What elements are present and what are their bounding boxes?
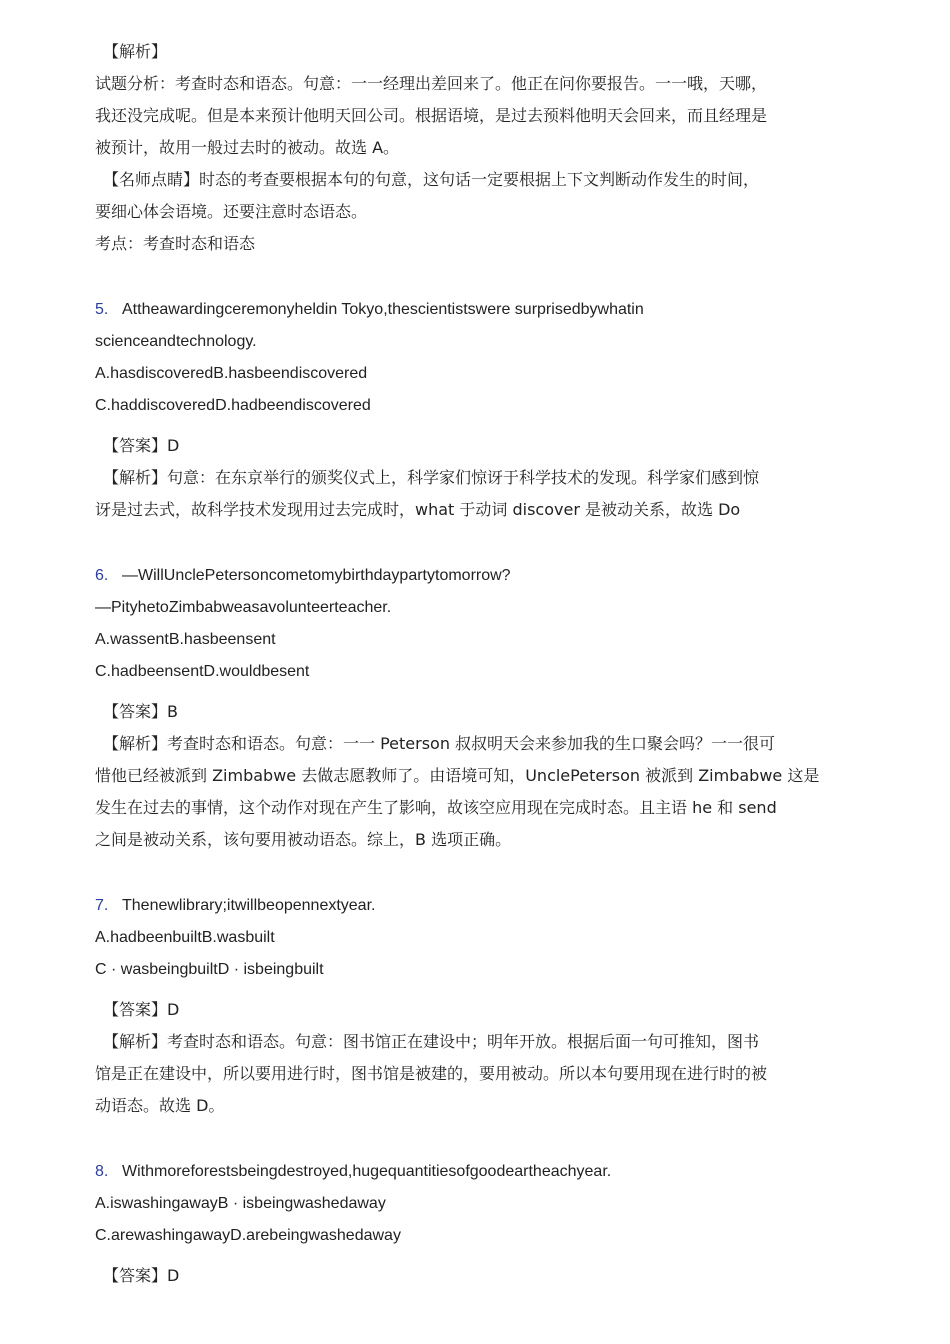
- teacher-tip-line: 【名师点睛】时态的考查要根据本句的句意，这句话一定要根据上下文判断动作发生的时间，: [103, 170, 760, 189]
- analysis-line: 试题分析：考查时态和语态。句意：一一经理出差回来了。他正在问你要报告。一一哦，天哪，: [95, 74, 768, 93]
- analysis-line: 之间是被动关系，该句要用被动语态。综上，B 选项正确。: [95, 830, 512, 849]
- question-number: 6.: [95, 567, 109, 584]
- question-5: [95, 294, 860, 526]
- question-number: 8.: [95, 1163, 109, 1180]
- analysis-line: 馆是正在建设中，所以要用进行时，图书馆是被建的，要用被动。所以本句要用现在进行时的被: [95, 1064, 768, 1083]
- analysis-line: 【解析】考查时态和语态。句意：图书馆正在建设中；明年开放。根据后面一句可推知，图书: [103, 1032, 760, 1051]
- question-text: Withmoreforestsbeingdestroyed,hugequantitiesofgoodeartheachyear.: [122, 1163, 612, 1180]
- question-text: —WillUnclePetersoncometomybirthdaypartytomorrow?: [122, 567, 511, 584]
- analysis-line: 【解析】考查时态和语态。句意：一一 Peterson 叔叔明天会来参加我的生口聚会吗？一一很可: [103, 734, 776, 753]
- options-line: A.hasdiscoveredB.hasbeendiscovered: [95, 365, 368, 382]
- teacher-tip-line: 要细心体会语境。还要注意时态语态。: [95, 202, 368, 221]
- analysis-line: 【解析】句意：在东京举行的颁奖仪式上，科学家们惊讶于科学技术的发现。科学家们感到惊: [103, 468, 760, 487]
- answer-line: 【答案】D: [103, 436, 180, 455]
- options-line: A.iswashingawayB · isbeingwashedaway: [95, 1195, 386, 1212]
- intro-analysis-block: [95, 36, 860, 260]
- options-line: C · wasbeingbuiltD · isbeingbuilt: [95, 961, 324, 978]
- analysis-line: 讶是过去式，故科学技术发现用过去完成时，what 于动词 discover 是被动关系，故选 Do: [95, 500, 741, 519]
- answer-line: 【答案】D: [103, 1000, 180, 1019]
- analysis-line: 我还没完成呢。但是本来预计他明天回公司。根据语境，是过去预料他明天会回来，而且经理是: [95, 106, 768, 125]
- options-line: C.arewashingawayD.arebeingwashedaway: [95, 1227, 401, 1244]
- question-text: Thenewlibrary;itwillbeopennextyear.: [122, 897, 376, 914]
- options-line: C.hadbeensentD.wouldbesent: [95, 663, 310, 680]
- question-6: [95, 560, 860, 856]
- analysis-line: 被预计，故用一般过去时的被动。故选 A。: [95, 138, 400, 157]
- question-text-continued: —PityhetoZimbabweasavolunteerteacher.: [95, 599, 392, 616]
- exam-point-line: 考点：考查时态和语态: [95, 234, 256, 253]
- analysis-line: 发生在过去的事情，这个动作对现在产生了影响，故该空应用现在完成时态。且主语 he 和 send: [95, 798, 777, 817]
- question-number: 5.: [95, 301, 109, 318]
- analysis-line: 动语态。故选 D。: [95, 1096, 225, 1115]
- question-stem: [95, 560, 860, 592]
- analysis-heading: 【解析】: [103, 42, 168, 61]
- options-line: A.hadbeenbuiltB.wasbuilt: [95, 929, 275, 946]
- question-7: [95, 890, 860, 1122]
- question-8: [95, 1156, 860, 1292]
- question-stem: [95, 1156, 860, 1188]
- options-line: A.wassentB.hasbeensent: [95, 631, 276, 648]
- options-line: C.haddiscoveredD.hadbeendiscovered: [95, 397, 371, 414]
- answer-line: 【答案】B: [103, 702, 178, 721]
- question-text-continued: scienceandtechnology.: [95, 333, 257, 350]
- question-text: Attheawardingceremonyheldin Tokyo,thescientistswere surprisedbywhatin: [122, 301, 644, 318]
- question-stem: [95, 890, 860, 922]
- question-stem: [95, 294, 860, 326]
- analysis-line: 惜他已经被派到 Zimbabwe 去做志愿教师了。由语境可知，UnclePeterson 被派到 Zimbabwe 这是: [95, 766, 820, 785]
- document-page: [95, 36, 860, 1292]
- answer-line: 【答案】D: [103, 1266, 180, 1285]
- question-number: 7.: [95, 897, 109, 914]
